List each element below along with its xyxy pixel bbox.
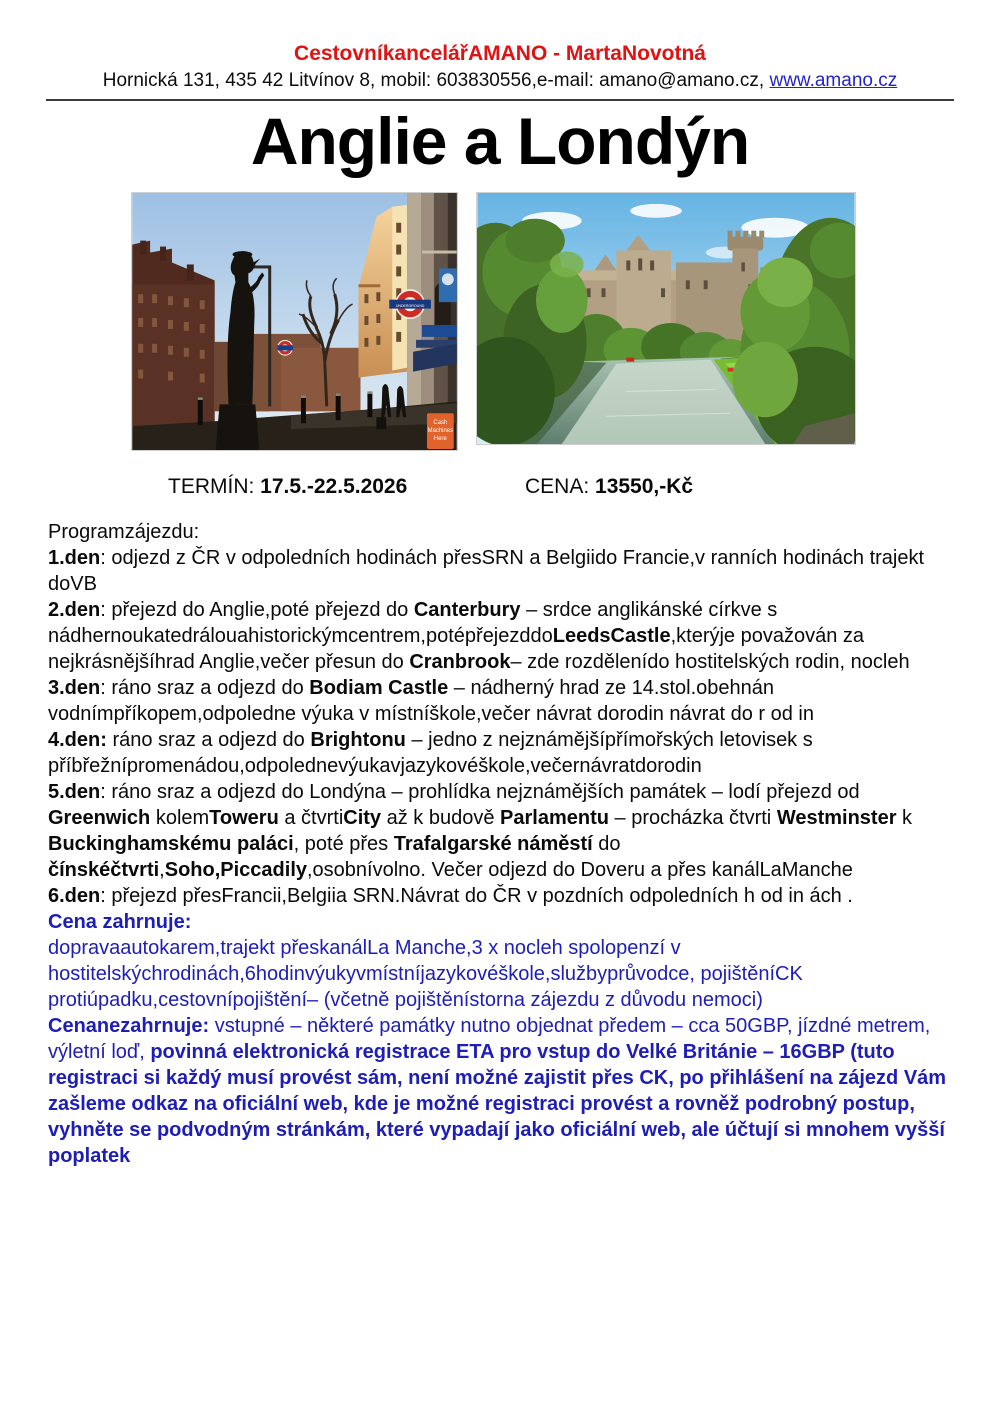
cena-segment (525, 475, 693, 498)
bold-text-run: 4.den: (48, 728, 107, 751)
program (48, 519, 948, 1169)
bold-text-run: Brightonu (310, 728, 406, 751)
address-text: Hornická 131, 435 42 Litvínov 8, mobil: 603830556,e-mail: amano@amano.cz, (102, 70, 770, 91)
bold-text-run: Soho,Piccadily (164, 858, 307, 881)
text-run: : odjezd z ČR v odpoledních hodinách přesSRN a Belgiido Francie,v ranních hodinách trajekt doVB (48, 546, 925, 595)
text-run: – nádherný hrad ze 14.stol.obehnán vodnímpříkopem,odpoledne výuka v místníškole,večer návrat dorodin návrat do r od in (48, 676, 814, 725)
cena-label: CENA: (525, 474, 596, 498)
website-link[interactable]: www.amano.cz (769, 70, 898, 91)
bold-text-run: Cena zahrnuje: (48, 910, 192, 933)
bold-text-run: Parlamentu (500, 806, 609, 829)
bold-text-run: 6.den (48, 884, 101, 907)
text-run: : ráno sraz a odjezd do (100, 676, 310, 699)
text-run: , poté přes (293, 832, 394, 855)
text-run: dopravaautokarem,trajekt přeskanálLa Manche,3 x nocleh spolopenzí v hostitelskýchrodinách,6hodinvýukyvmístníjazykovéškole,službyprůvodce, pojištěníCK protiúpadku,cestovnípojištění– (včetně pojištěnístorna zájezdu z důvodu nemoci) (48, 936, 803, 1011)
bold-text-run: povinná elektronická registrace ETA pro vstup do Velké Británie – 16GBP (tuto registraci si každý musí provést sám, není možné zajistit přes CK, po přihlášení na zájezd Vám zašleme odkaz na oficiální web, kde je možné registraci provést a rovněž podrobný postup, vyhněte se podvodným stránkám, které vypadají jako oficiální web, ale účtují si mnohem vyšší poplatek (48, 1040, 947, 1167)
agency-address (0, 70, 1000, 92)
bold-text-run: 1.den (48, 546, 101, 569)
svg-text:Machines: Machines (427, 428, 454, 435)
text-run: do (592, 832, 621, 855)
svg-text:Cash: Cash (433, 420, 448, 427)
bold-text-run: Bodiam Castle (309, 676, 449, 699)
photo-warwick-castle (476, 192, 856, 445)
program-paragraph (48, 675, 948, 727)
program-paragraph (48, 909, 948, 935)
program-paragraph (48, 597, 948, 675)
underground-sign-text: UNDERGROUND (395, 303, 425, 308)
text-run: ,osobnívolno. Večer odjezd do Doveru a přes kanálLaManche (307, 858, 853, 881)
page-header (0, 0, 1000, 92)
bold-text-run: Cranbrook (409, 650, 511, 673)
cena-value: 13550,-Kč (595, 474, 694, 498)
text-run: : přejezd do Anglie,poté přejezd do (100, 598, 414, 621)
text-run: ,kterýje považován za nejkrásnějšíhrad Anglie,večer přesun do (48, 624, 865, 673)
termin-segment (168, 475, 525, 499)
text-run: – srdce anglikánské církve s nádhernoukatedrálouahistorickýmcentrem,potépřejezddo (48, 598, 778, 647)
program-paragraph (48, 935, 948, 1013)
program-paragraph (48, 1013, 948, 1169)
cash-machine-sign (427, 413, 454, 449)
text-run: – procházka čtvrti (608, 806, 777, 829)
text-run: až k budově (381, 806, 501, 829)
text-run: k (896, 806, 913, 829)
text-run: , (159, 858, 165, 881)
text-run: ráno sraz a odjezd do (106, 728, 311, 751)
text-run: kolem (150, 806, 210, 829)
bold-text-run: LeedsCastle (552, 624, 671, 647)
termin-value: 17.5.-22.5.2026 (260, 474, 408, 498)
program-paragraph (48, 545, 948, 597)
text-run: a čtvrti (278, 806, 344, 829)
text-run: : ráno sraz a odjezd do Londýna – prohlídka nejznámějších památek – lodí přejezd od (100, 780, 860, 803)
agency-name: CestovníkancelářAMANO - MartaNovotná (294, 42, 706, 65)
photo-row (131, 192, 1000, 451)
program-paragraph (48, 727, 948, 779)
bold-text-run: 5.den (48, 780, 101, 803)
text-run: Programzájezdu: (48, 520, 200, 543)
page-title: Anglie a Londýn (250, 104, 750, 178)
text-run: : přejezd přesFrancii,Belgiia SRN.Návrat do ČR v pozdních odpoledních h od in ách . (100, 884, 853, 907)
text-run: – zde rozdělenído hostitelských rodin, nocleh (510, 650, 910, 673)
bold-text-run: Trafalgarské náměstí (393, 832, 593, 855)
bold-text-run: Buckinghamskému paláci (48, 832, 294, 855)
text-run: – jedno z nejznámějšípřímořských letovisek s příbřežnípromenádou,odpolednevýukavjazykovéškole,večernávratdorodin (48, 728, 813, 777)
termin-label: TERMÍN: (168, 474, 261, 498)
program-paragraph (48, 519, 948, 545)
bold-text-run: City (343, 806, 382, 829)
program-paragraph (48, 779, 948, 883)
header-divider (46, 99, 954, 101)
bold-text-run: Greenwich (48, 806, 151, 829)
bold-text-run: Cenanezahrnuje: (48, 1014, 210, 1037)
bold-text-run: Westminster (776, 806, 897, 829)
bold-text-run: Toweru (209, 806, 279, 829)
bold-text-run: 2.den (48, 598, 101, 621)
bold-text-run: Canterbury (413, 598, 521, 621)
photo-london-street (131, 192, 458, 451)
trip-info (168, 475, 1000, 499)
text-run: vstupné – některé památky nutno objednat předem – cca 50GBP, jízdné metrem, výletní loď, (48, 1014, 931, 1063)
bold-text-run: 3.den (48, 676, 101, 699)
svg-text:Here: Here (433, 435, 447, 442)
small-underground-roundel-icon (277, 340, 293, 356)
bold-text-run: čínskéčtvrti (48, 858, 160, 881)
program-paragraph (48, 883, 948, 909)
